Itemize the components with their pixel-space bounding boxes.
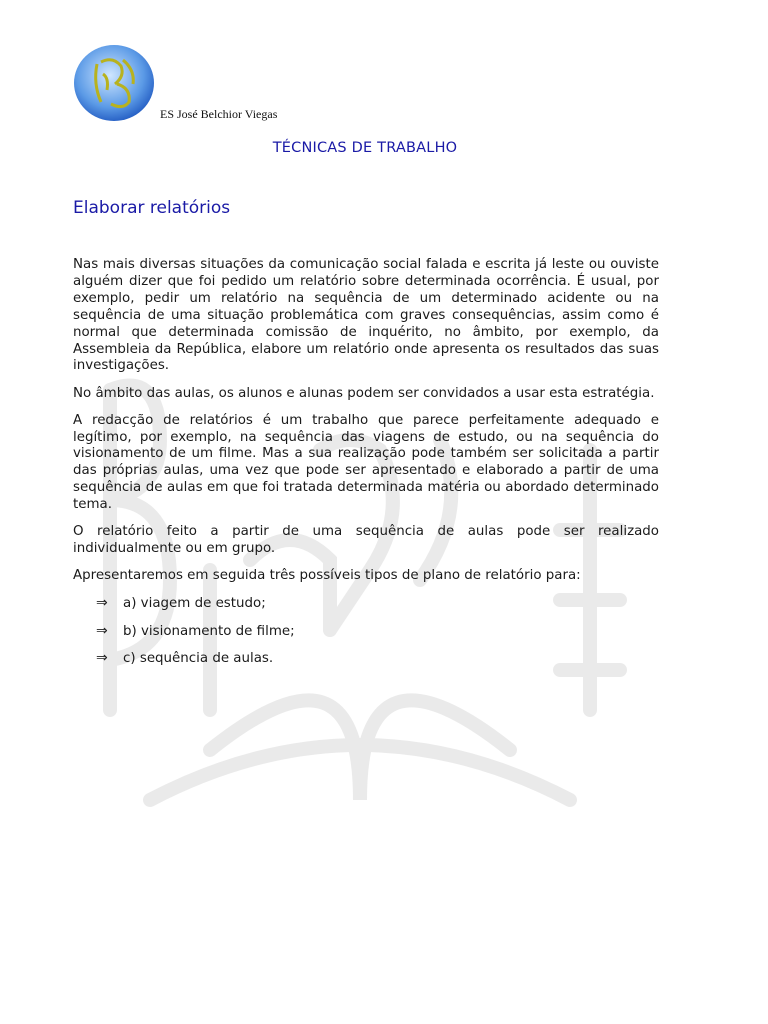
list-item-label: c) sequência de aulas. <box>123 650 274 666</box>
list-item-label: b) visionamento de filme; <box>123 623 295 639</box>
list-item <box>96 595 659 613</box>
school-name: ES José Belchior Viegas <box>160 107 278 121</box>
double-arrow-icon: ⇒ <box>96 595 108 612</box>
paragraph-classes: No âmbito das aulas, os alunos e alunas podem ser convidados a usar esta estratégia. <box>73 385 655 401</box>
paragraph-plans: Apresentaremos em seguida três possíveis tipos de plano de relatório para: <box>73 568 581 584</box>
double-arrow-icon: ⇒ <box>96 622 108 639</box>
paragraph-writing: A redacção de relatórios é um trabalho que parece perfeitamente adequado e legítimo, por exemplo, na sequência das viagens de estudo, ou na sequência do visionamento de um filme. Mas a sua realização pode também ser solicitada a partir das próprias aulas, uma vez que pode ser apresentado e elaborado a partir de uma sequência de aulas em que foi tratada determinada matéria ou abordado determinado tema. <box>73 412 659 513</box>
document-title: Elaborar relatórios <box>73 198 231 218</box>
double-arrow-icon: ⇒ <box>96 649 108 666</box>
paragraph-group: O relatório feito a partir de uma sequência de aulas pode ser realizado individualmente ou em grupo. <box>73 524 659 557</box>
list-item <box>96 650 659 668</box>
paragraph-intro: Nas mais diversas situações da comunicação social falada e escrita já leste ou ouviste alguém dizer que foi pedido um relatório sobre determinada ocorrência. É usual, por exemplo, pedir um relatório na sequência de um determinado acidente ou na sequência de uma situação problemática com graves consequências, assim como é normal que determinada comissão de inquérito, no âmbito, por exemplo, da Assembleia da República, elabore um relatório onde apresenta os resultados das suas investigações. <box>73 257 659 374</box>
list-item-label: a) viagem de estudo; <box>123 596 266 612</box>
report-types-list <box>73 595 659 668</box>
school-emblem-icon <box>73 44 155 122</box>
document-body <box>73 257 659 677</box>
section-title: TÉCNICAS DE TRABALHO <box>272 140 458 156</box>
list-item <box>96 623 659 641</box>
